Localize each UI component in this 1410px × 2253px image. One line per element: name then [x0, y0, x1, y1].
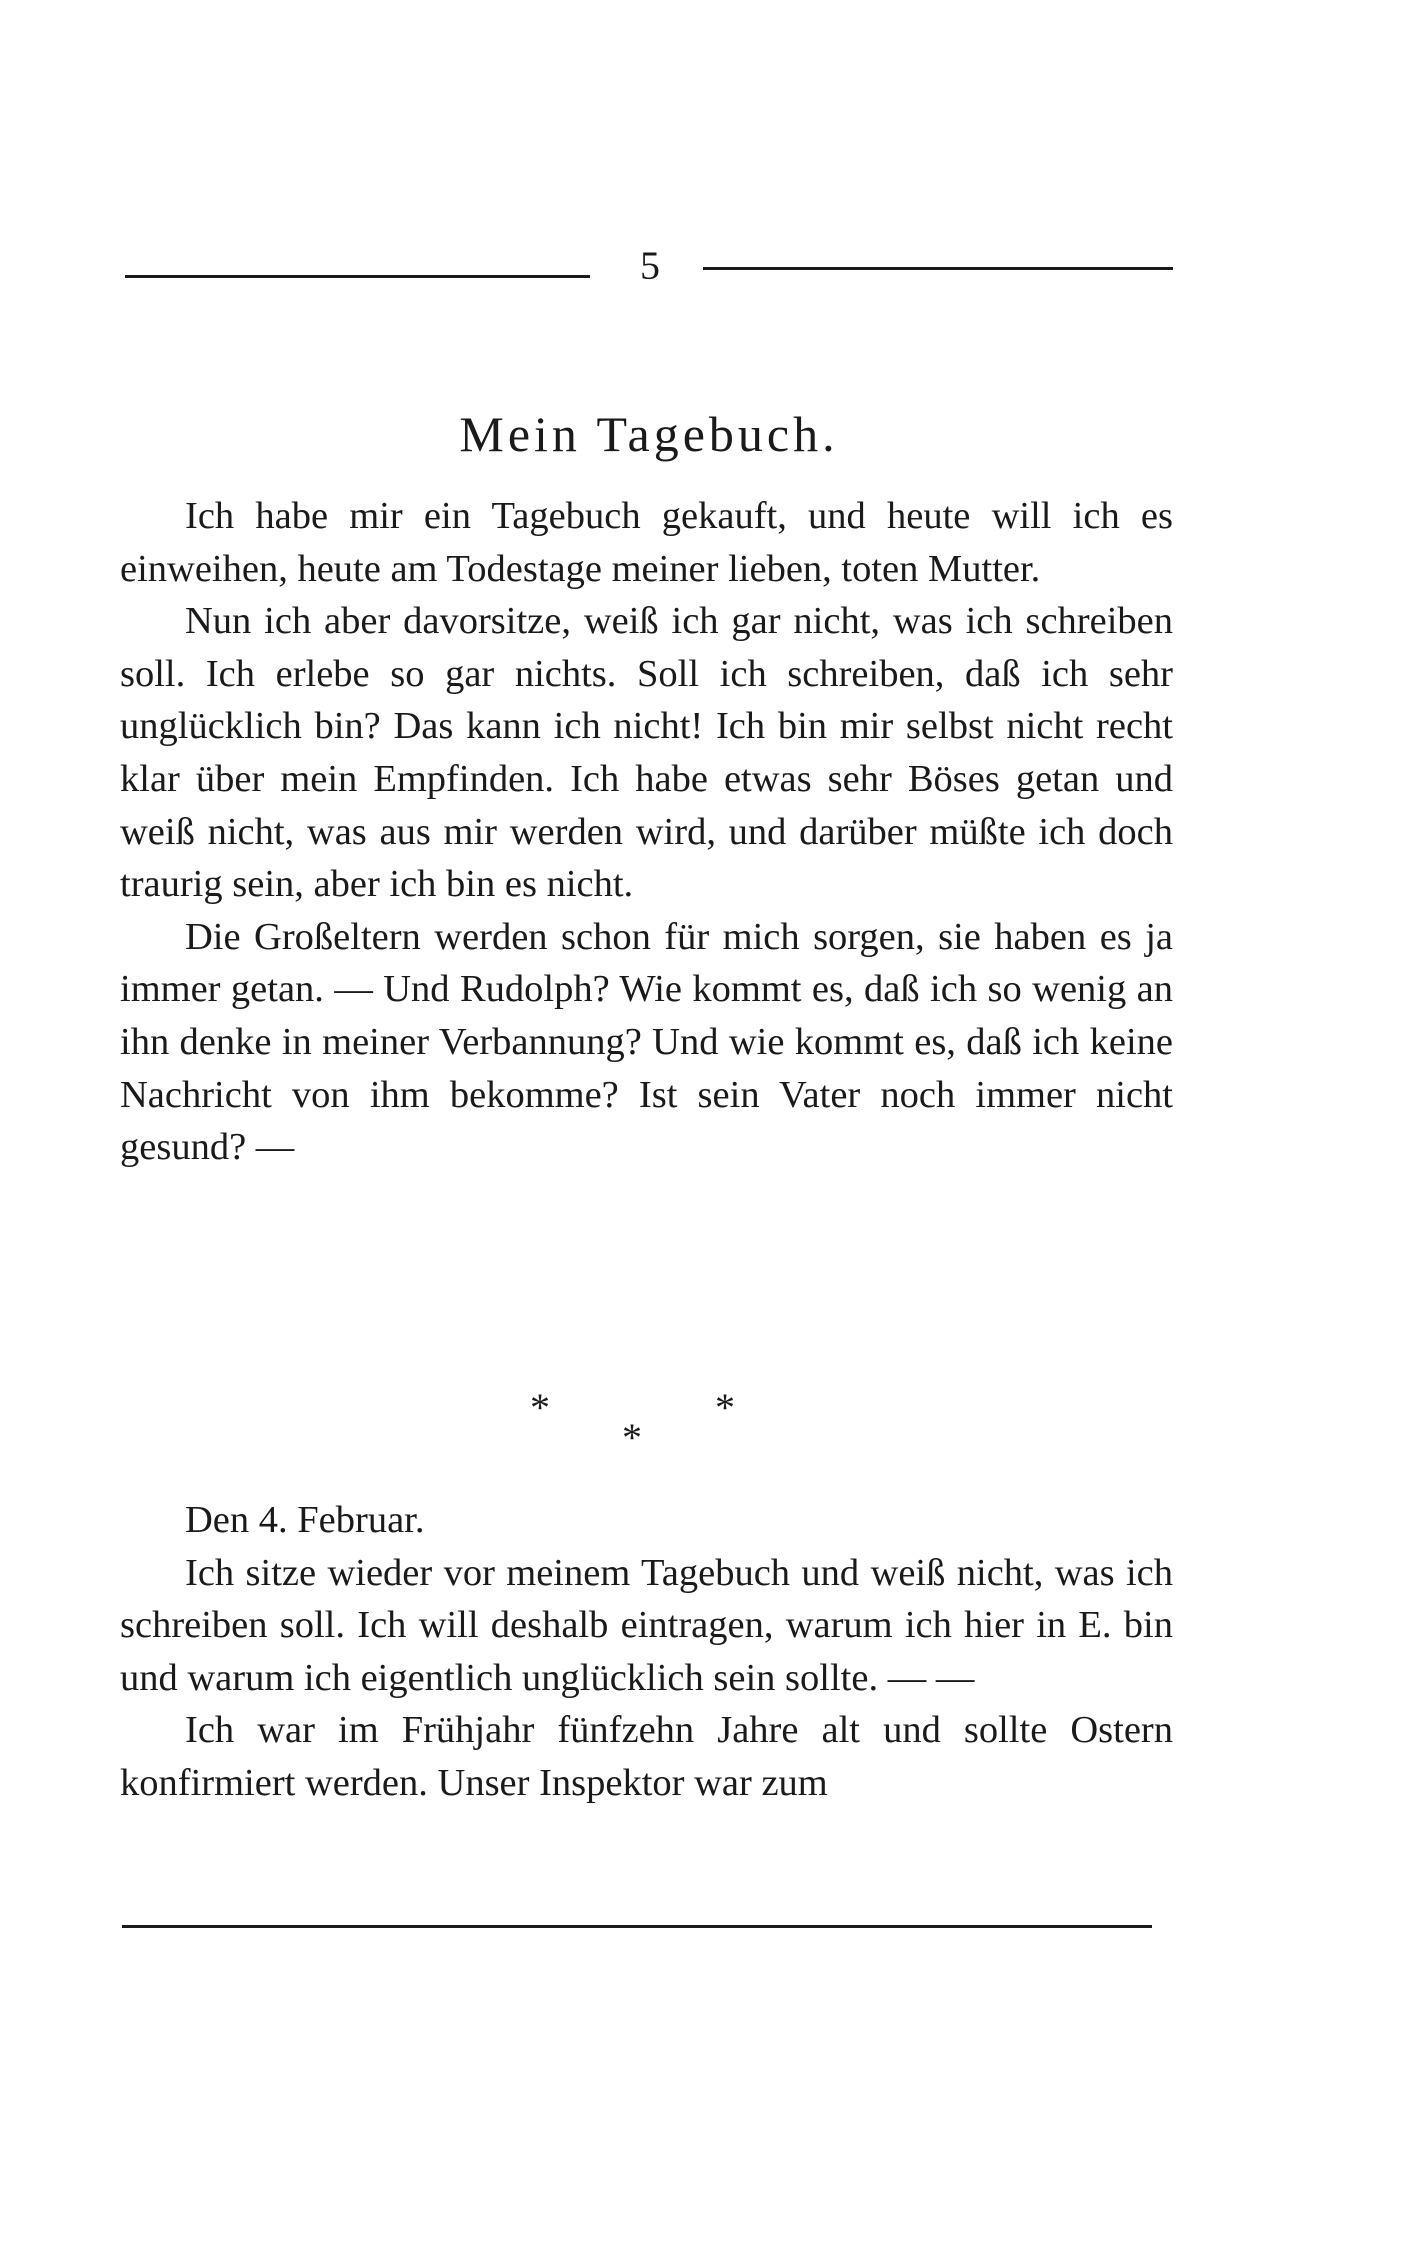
- page-number: 5: [640, 243, 660, 288]
- paragraph: Ich war im Frühjahr fünfzehn Jahre alt und sollte Ostern konfirmiert werden. Unser Inspektor war zum: [120, 1709, 1173, 1804]
- paragraph: Die Großeltern werden schon für mich sorgen, sie haben es ja immer getan. — Und Rudolph? Wie kommt es, daß ich so wenig an ihn denke in meiner Verbannung? Und wie kommt es, daß ich keine Nachricht von ihm bekomme? Ist sein Vater noch immer nicht gesund? —: [120, 915, 1173, 1169]
- header-rule-right: [703, 267, 1173, 270]
- separator-star: *: [622, 1415, 642, 1460]
- entry-date: Den 4. Februar.: [185, 1499, 425, 1541]
- chapter-title: Mein Tagebuch.: [459, 406, 839, 462]
- header-rule-left: [125, 275, 590, 278]
- separator-star: *: [715, 1385, 735, 1430]
- separator-star: *: [530, 1385, 550, 1430]
- paragraph: Ich habe mir ein Tagebuch gekauft, und heute will ich es einweihen, heute am Todestage meiner lieben, toten Mutter.: [120, 495, 1173, 590]
- footer-rule: [122, 1925, 1152, 1928]
- diary-entry: [120, 1494, 1173, 1810]
- paragraph: Nun ich aber davorsitze, weiß ich gar nicht, was ich schreiben soll. Ich erlebe so gar nichts. Soll ich schreiben, daß ich sehr unglücklich bin? Das kann ich nicht! Ich bin mir selbst nicht recht klar über mein Empfinden. Ich habe etwas sehr Böses getan und weiß nicht, was aus mir werden wird, und darüber müßte ich doch traurig sein, aber ich bin es nicht.: [120, 600, 1173, 906]
- page-header: [125, 236, 1173, 296]
- paragraph: Ich sitze wieder vor meinem Tagebuch und weiß nicht, was ich schreiben soll. Ich will deshalb eintragen, warum ich hier in E. bin und warum ich eigentlich unglücklich sein sollte. — —: [120, 1551, 1173, 1699]
- chapter-body: [120, 490, 1173, 1174]
- section-separator: [520, 1380, 760, 1470]
